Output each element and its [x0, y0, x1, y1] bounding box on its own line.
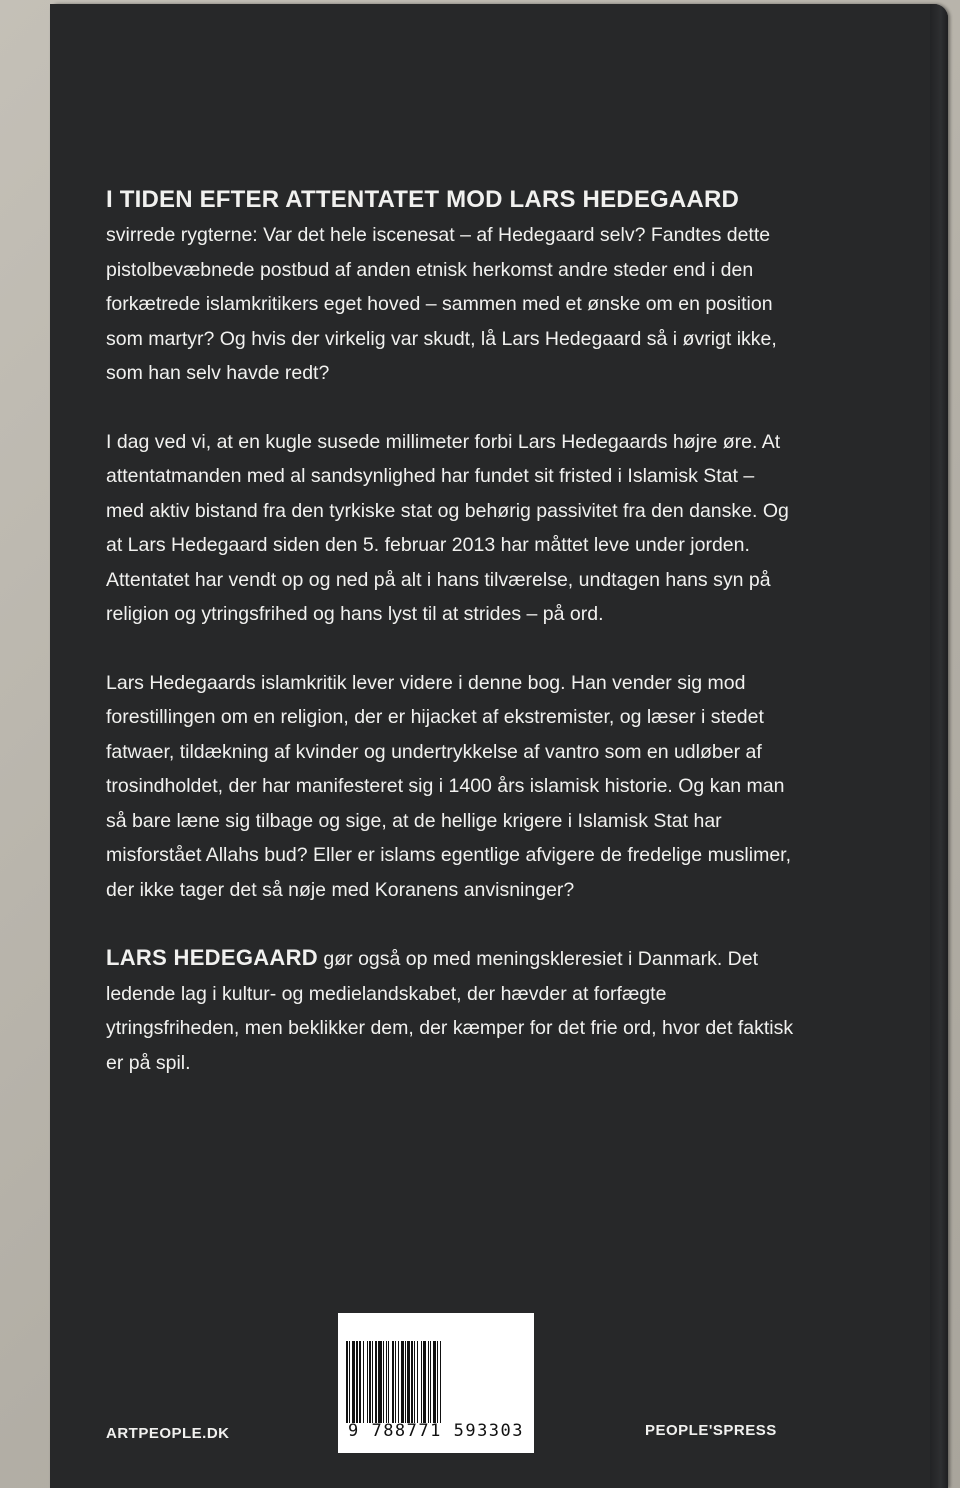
- isbn-number: 9 788771 593303: [347, 1421, 525, 1441]
- author-text: gør også op med meningskleresiet i Danmark. Det ledende lag i kultur- og medielandskabet, der hævder at forfægte ytringsfriheden, men beklikker dem, der kæmper for det frie ord, hvor det faktisk er på spil.: [106, 948, 794, 1074]
- blurb-paragraph-1: svirrede rygterne: Var det hele iscenesat – af Hedegaard selv? Fandtes dette pistolbevæbnede postbud af anden etnisk herkomst andre steder end i den forkætrede islamkritikers eget hoved – sammen med et ønske om en position som martyr? Og hvis der virkelig var skudt, lå Lars Hedegaard så i øvrigt ikke, som han selv havde redt?: [106, 224, 777, 384]
- blurb-paragraph-2: I dag ved vi, at en kugle susede millimeter forbi Lars Hedegaards højre øre. At attentatmanden med al sandsynlighed har fundet sit fristed i Islamisk Stat – med aktiv bistand fra den tyrkiske stat og behørig passivitet fra den danske. Og at Lars Hedegaard siden den 5. februar 2013 har måttet leve under jorden. Attentatet har vendt op og ned på alt i hans tilværelse, undtagen hans syn på religion og ytringsfrihed og hans lyst til at strides – på ord.: [106, 430, 789, 625]
- spine-edge: [930, 4, 948, 1488]
- blurb: [106, 182, 796, 1114]
- author-paragraph: [106, 941, 796, 1080]
- publisher-website: ARTPEOPLE.DK: [106, 1425, 230, 1442]
- barcode-label: [338, 1313, 534, 1453]
- publisher-logo: PEOPLE'SPRESS: [645, 1422, 777, 1439]
- author-name: LARS HEDEGAARD: [106, 945, 318, 970]
- blurb-heading: I TIDEN EFTER ATTENTATET MOD LARS HEDEGAARD: [106, 186, 740, 213]
- blurb-paragraph-3: Lars Hedegaards islamkritik lever videre i denne bog. Han vender sig mod forestillingen om en religion, der er hijacket af ekstremister, og læser i stedet fatwaer, tildækning af kvinder og undertrykkelse af vantro som en udløber af trosindholdet, der har manifesteret sig i 1400 års islamisk historie. Og kan man så bare læne sig tilbage og sige, at de hellige krigere i Islamisk Stat har misforstået Allahs bud? Eller er islams egentlige afvigere de fredelige muslimer, der ikke tager det så nøje med Koranens anvisninger?: [106, 671, 791, 901]
- barcode-icon: [346, 1341, 526, 1423]
